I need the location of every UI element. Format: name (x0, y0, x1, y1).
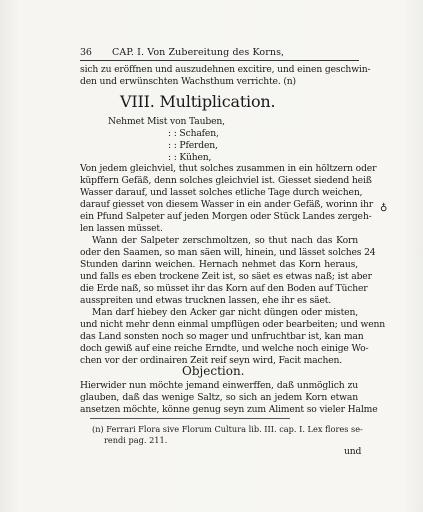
footnote-line: rendi pag. 211. (104, 435, 168, 445)
text-line: oder den Saamen, so man säen will, hinein, und lässet solches 24 (80, 247, 376, 258)
text-line: den und erwünschten Wachsthum verrichte. (n) (80, 76, 296, 87)
text-line: Von jedem gleichviel, thut solches zusammen in ein höltzern oder (80, 163, 377, 174)
text-line: die Erde naß, so müsset ihr das Korn auf den Boden auf Tücher (80, 283, 368, 294)
text-line: Man darf hiebey den Acker gar nicht düngen oder misten, (92, 307, 358, 318)
text-line: Stunden darinn weichen. Hernach nehmet das Korn heraus, (80, 259, 358, 270)
margin-mark: ♁ (380, 202, 388, 213)
text-line: und falls es eben trockene Zeit ist, so säet es etwas naß; ist aber (80, 271, 372, 282)
running-title: CAP. I. Von Zubereitung des Korns, (112, 47, 285, 58)
text-line: chen vor der ordinairen Zeit reif seyn wird, Facit machen. (80, 355, 343, 366)
text-line: und nicht mehr denn einmal umpflügen oder bearbeiten; und wenn (80, 319, 386, 330)
text-line: Wann der Salpeter zerschmoltzen, so thut nach das Korn (92, 235, 358, 246)
text-line: glauben, daß das wenige Saltz, so sich an jedem Korn etwan (80, 392, 358, 403)
list-item: : : Pferden, (168, 140, 218, 151)
text-line: ansetzen möchte, könne genug seyn zum Aliment so vieler Halme (80, 404, 378, 415)
text-line: Wasser darauf, und lasset solches etliche Tage durch weichen, (80, 187, 363, 198)
list-lead: Nehmet Mist von Tauben, (108, 116, 225, 127)
text-line: darauf giesset von diesem Wasser in ein ander Gefäß, worinn ihr (80, 199, 374, 210)
text-line: doch gewiß auf eine reiche Erndte, und welche noch einige Wo- (80, 343, 369, 354)
objection-heading: Objection. (182, 364, 245, 378)
catchword: und (344, 446, 362, 457)
list-item: : : Schafen, (168, 128, 219, 139)
text-line: ausspreiten und etwas trucknen lassen, ehe ihr es säet. (80, 295, 332, 306)
page-number: 36 (80, 47, 92, 58)
text-line: sich zu eröffnen und auszudehnen excitire, und einen geschwin- (80, 64, 371, 75)
footnote-rule (90, 418, 290, 419)
header-rule (80, 60, 359, 61)
list-item: : : Kühen, (168, 152, 212, 163)
footnote-line: (n) Ferrari Flora sive Florum Cultura lib. III. cap. I. Lex flores se- (92, 424, 363, 434)
text-line: küpffern Gefäß, denn solches gleichviel ist. Giesset siedend heiß (80, 175, 372, 186)
text-line: ein Pfund Salpeter auf jeden Morgen oder Stück Landes zergeh- (80, 211, 372, 222)
section-heading: VIII. Multiplication. (120, 92, 276, 111)
text-line: das Land sonsten noch so mager und unfruchtbar ist, kan man (80, 331, 364, 342)
text-line: len lassen müsset. (80, 223, 163, 234)
text-line: Hierwider nun möchte jemand einwerffen, daß unmöglich zu (80, 380, 358, 391)
